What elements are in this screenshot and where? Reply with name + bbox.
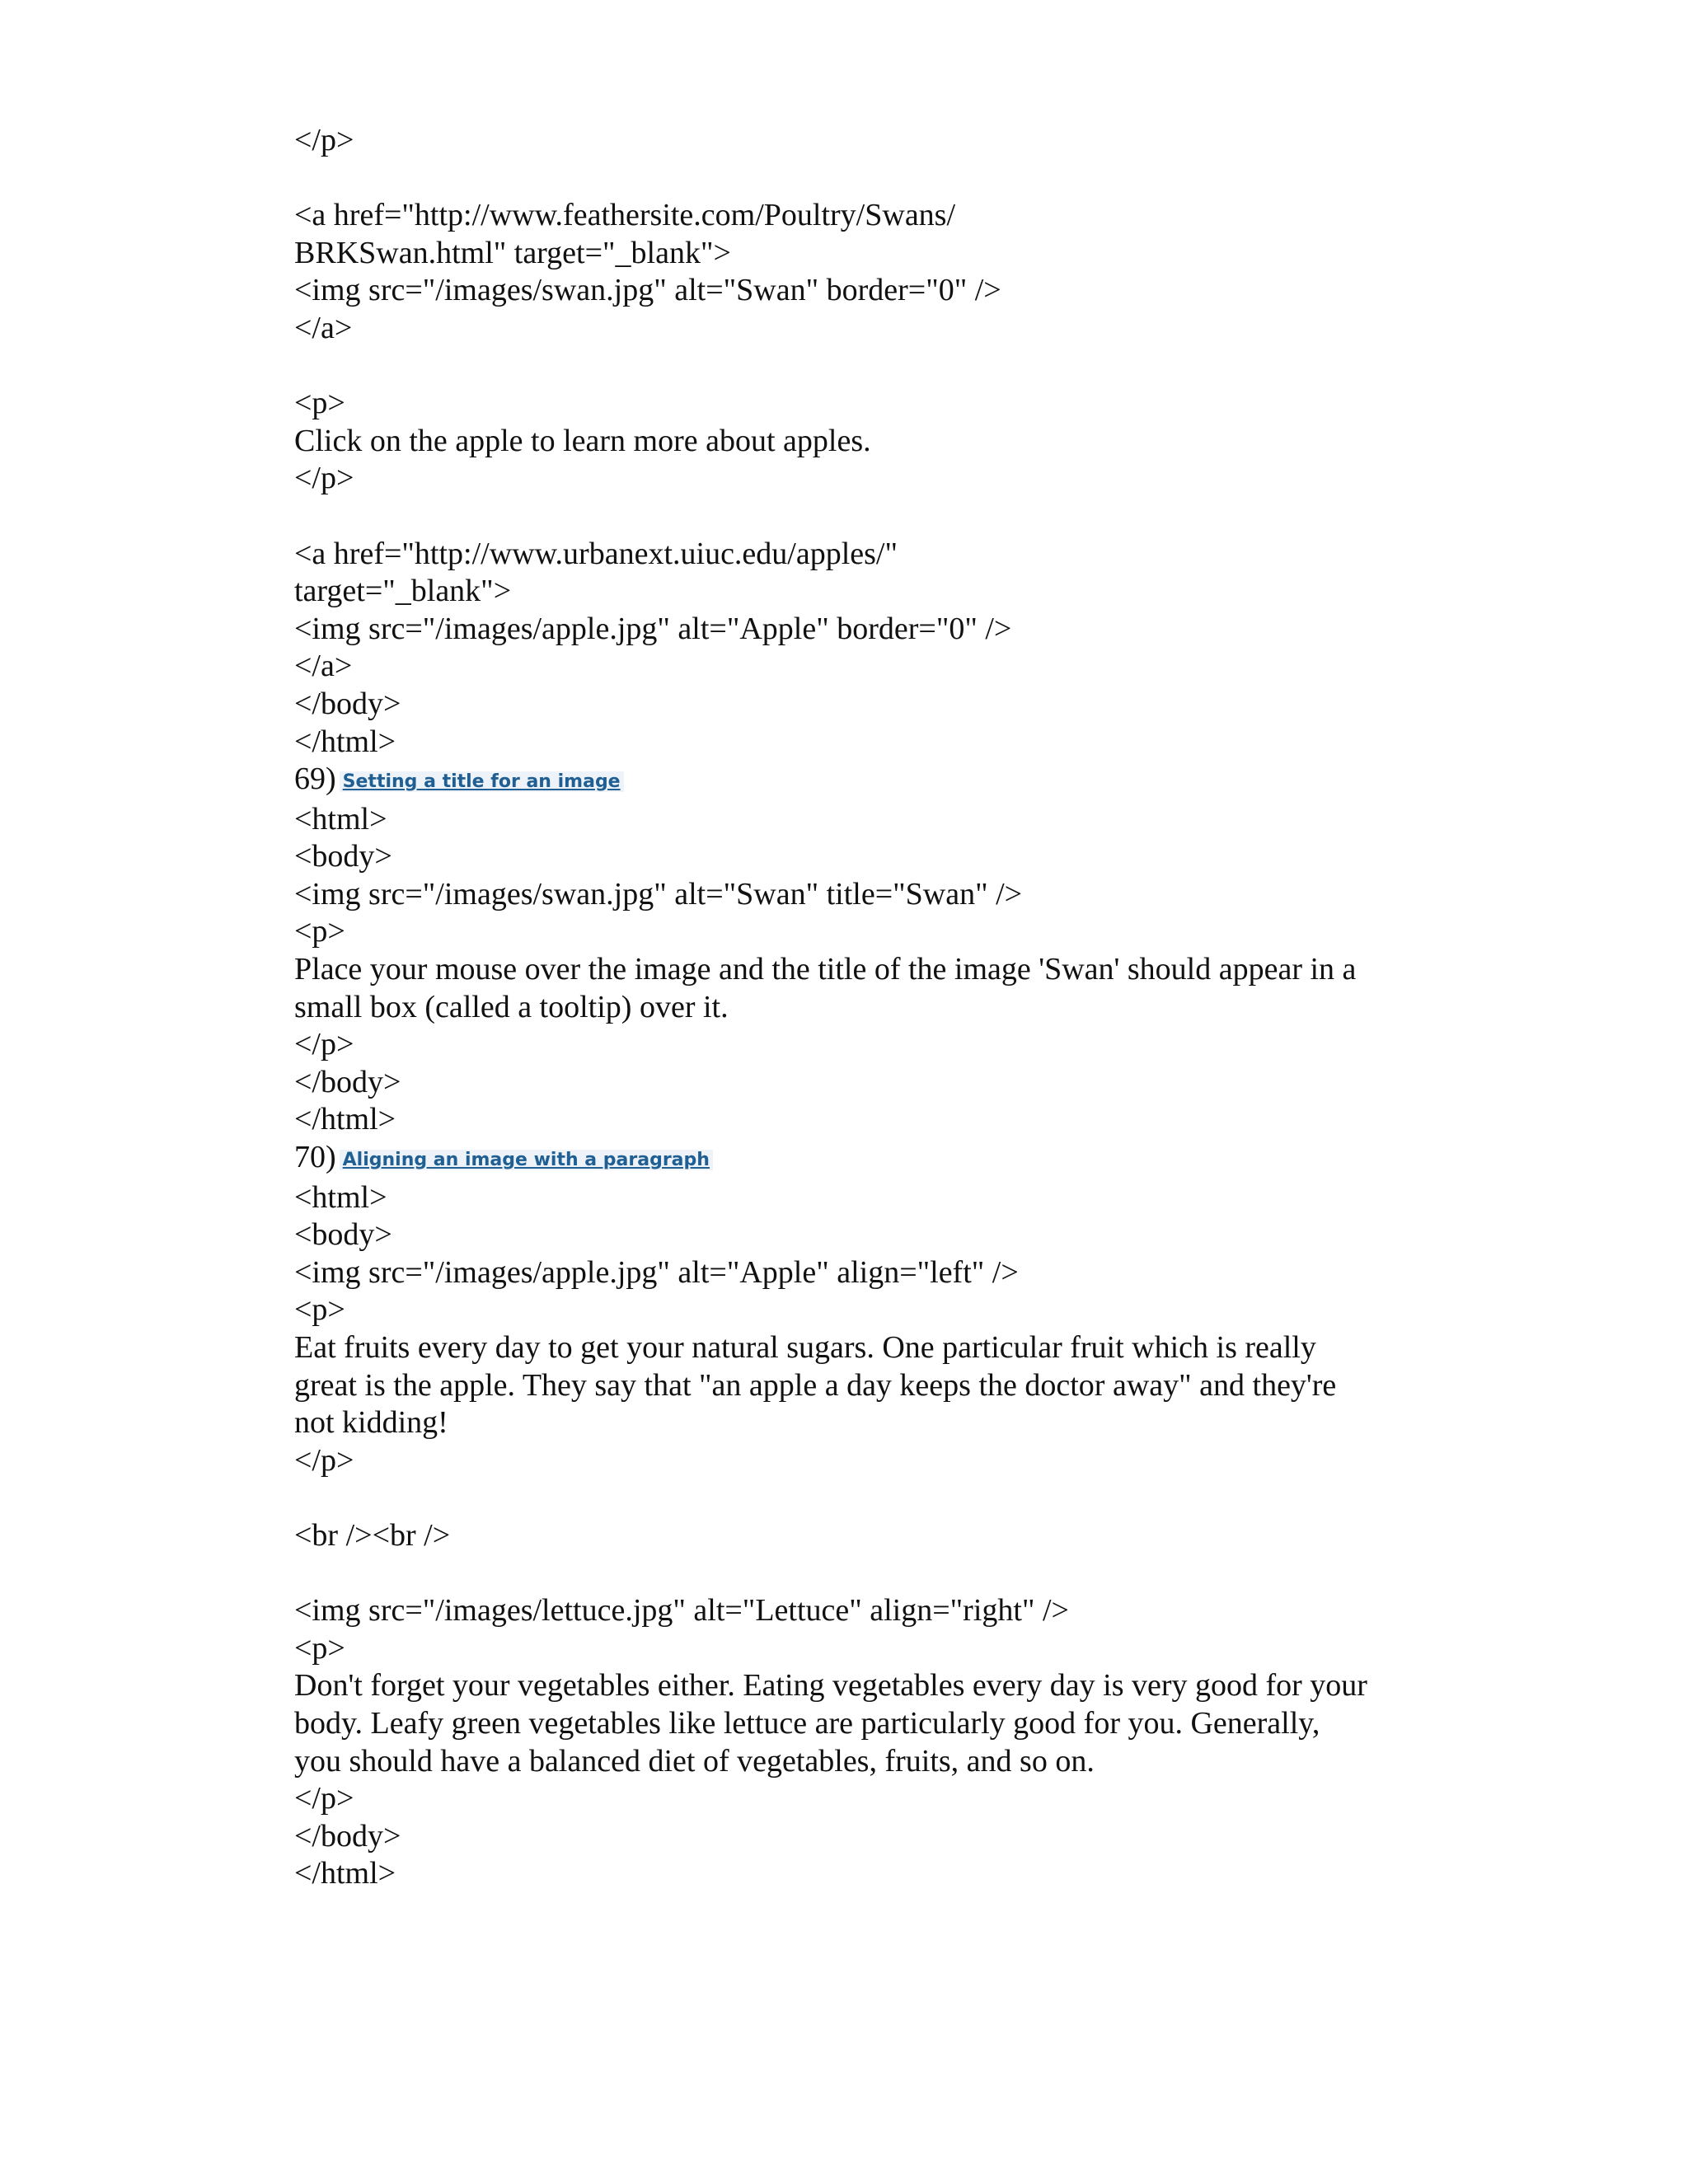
document-page xyxy=(294,122,1448,1893)
code-line: Eat fruits every day to get your natural sugars. One particular fruit which is really xyxy=(294,1330,1316,1365)
code-line: <p> xyxy=(294,914,345,949)
code-line: </p> xyxy=(294,1781,354,1816)
code-line: BRKSwan.html" target="_blank"> xyxy=(294,235,731,270)
code-line: <html> xyxy=(294,801,387,837)
code-line: </a> xyxy=(294,310,353,345)
blank-line xyxy=(294,348,1448,386)
code-line: body. Leafy green vegetables like lettuce are particularly good for you. Generally, xyxy=(294,1705,1320,1741)
code-line: <img src="/images/apple.jpg" alt="Apple" border="0" /> xyxy=(294,611,1012,646)
code-line: Place your mouse over the image and the title of the image 'Swan' should appear in a xyxy=(294,952,1357,987)
section-70-title-link[interactable]: Aligning an image with a paragraph xyxy=(340,1150,713,1170)
blank-line xyxy=(294,160,1448,198)
code-line: <html> xyxy=(294,1179,387,1215)
code-line: <p> xyxy=(294,1292,345,1328)
code-line: <body> xyxy=(294,839,392,874)
code-line: Don't forget your vegetables either. Eating vegetables every day is very good for your xyxy=(294,1668,1367,1704)
code-line: </a> xyxy=(294,649,353,684)
section-70 xyxy=(294,1139,1448,1893)
top-code-block xyxy=(294,122,1448,761)
code-line: </p> xyxy=(294,123,354,157)
code-line: </p> xyxy=(294,461,354,496)
blank-line xyxy=(294,1479,1448,1517)
code-line: <a href="http://www.feathersite.com/Poultry/Swans/ xyxy=(294,198,956,233)
code-line: <p> xyxy=(294,386,345,421)
section-70-heading xyxy=(294,1139,1448,1179)
code-line: Click on the apple to learn more about apples. xyxy=(294,423,871,458)
code-line: </body> xyxy=(294,686,401,721)
blank-line xyxy=(294,498,1448,536)
code-line: </body> xyxy=(294,1064,401,1099)
code-line: </html> xyxy=(294,1856,396,1891)
code-line: <p> xyxy=(294,1630,345,1666)
code-line: not kidding! xyxy=(294,1405,448,1441)
code-line: target="_blank"> xyxy=(294,574,512,609)
code-line: <body> xyxy=(294,1217,392,1253)
code-line: you should have a balanced diet of vegetables, fruits, and so on. xyxy=(294,1743,1095,1779)
code-line: </body> xyxy=(294,1818,401,1854)
code-line: </p> xyxy=(294,1442,354,1478)
code-line: <img src="/images/swan.jpg" alt="Swan" title="Swan" /> xyxy=(294,876,1023,912)
code-line: <img src="/images/apple.jpg" alt="Apple" align="left" /> xyxy=(294,1254,1019,1290)
section-69-title-link[interactable]: Setting a title for an image xyxy=(340,771,624,792)
code-line: </p> xyxy=(294,1027,354,1062)
code-line: </html> xyxy=(294,1102,396,1137)
section-69-heading xyxy=(294,761,1448,801)
code-line: small box (called a tooltip) over it. xyxy=(294,989,729,1024)
blank-line xyxy=(294,1555,1448,1593)
code-line: great is the apple. They say that "an apple a day keeps the doctor away" and they're xyxy=(294,1367,1337,1403)
section-number: 70) xyxy=(294,1140,336,1175)
section-number: 69) xyxy=(294,762,336,797)
section-69 xyxy=(294,761,1448,1139)
code-line: <img src="/images/swan.jpg" alt="Swan" border="0" /> xyxy=(294,273,1001,308)
code-line: <img src="/images/lettuce.jpg" alt="Lettuce" align="right" /> xyxy=(294,1593,1069,1629)
code-line: </html> xyxy=(294,724,396,759)
code-line: <a href="http://www.urbanext.uiuc.edu/apples/" xyxy=(294,536,898,571)
code-line: <br /><br /> xyxy=(294,1517,451,1553)
